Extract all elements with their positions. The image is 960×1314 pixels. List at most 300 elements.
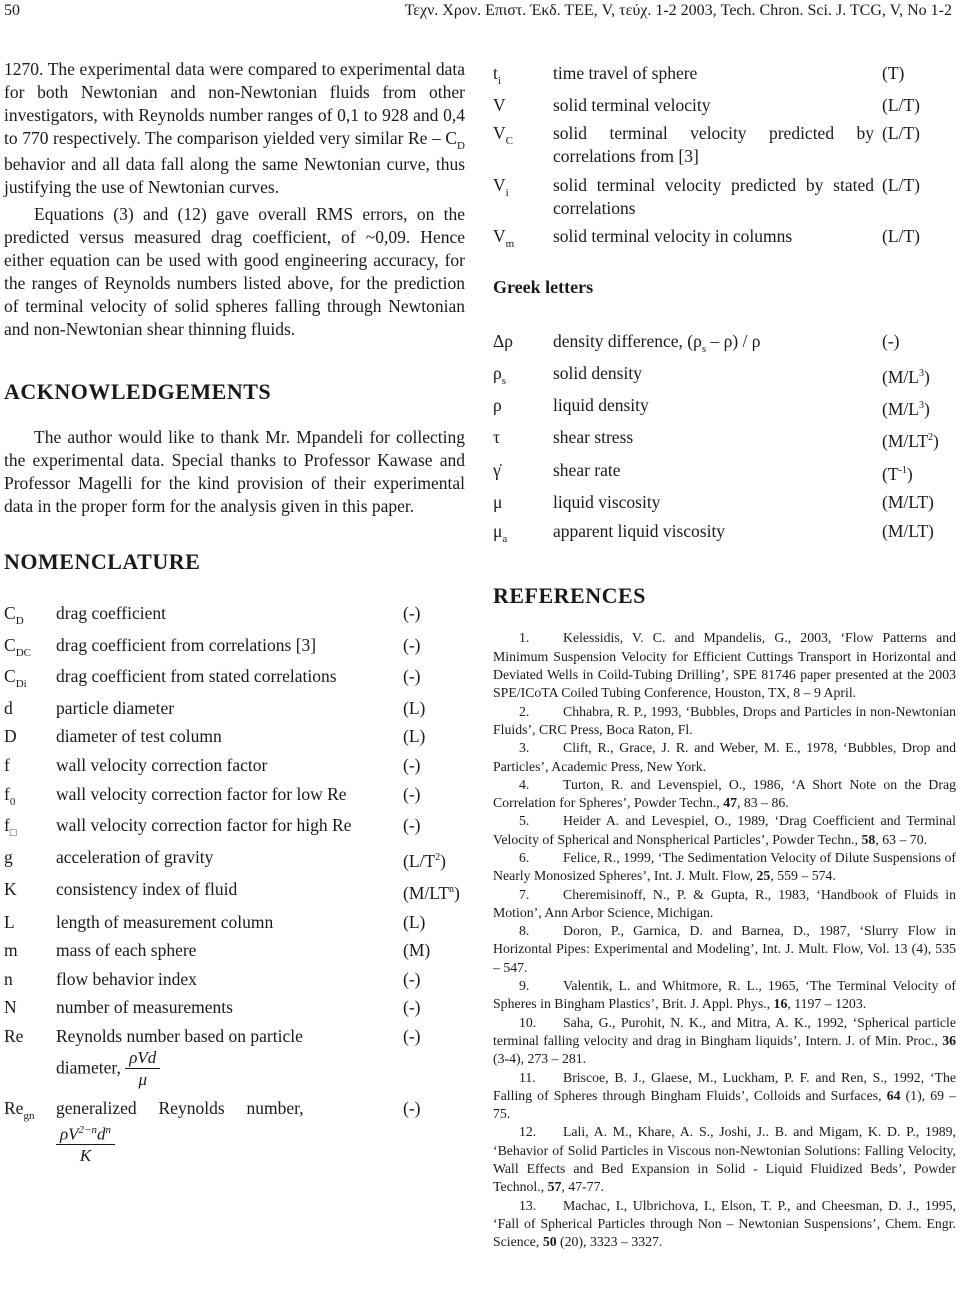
nomenclature-row xyxy=(4,665,465,697)
running-header: Τεχν. Χρον. Επιστ. Έκδ. ΤΕΕ, V, τεύχ. 1-2 2003, Tech. Chron. Sci. J. TCG, V, No 1-2 xyxy=(404,2,952,19)
unit xyxy=(403,634,465,666)
symbol xyxy=(4,783,56,815)
reference-number: 8. xyxy=(519,923,530,939)
unit xyxy=(403,725,465,754)
reference-text: , 1197 – 1203. xyxy=(787,996,867,1012)
unit xyxy=(403,939,465,968)
unit-text: (L) xyxy=(403,911,426,932)
description xyxy=(553,62,882,94)
reference-text: (20), 3323 – 3327. xyxy=(556,1234,663,1250)
unit-text: (L/T xyxy=(403,850,436,871)
unit xyxy=(882,520,956,552)
left-column xyxy=(4,58,465,1173)
description xyxy=(553,459,882,491)
unit-text: (L) xyxy=(403,726,426,747)
symbol-text: C xyxy=(4,666,16,687)
superscript: 3 xyxy=(918,367,924,379)
unit-text: (M/L xyxy=(882,398,919,419)
reference-item xyxy=(493,849,956,886)
description-text: solid terminal velocity xyxy=(553,94,711,115)
reference-text: Kelessidis, V. C. and Mpandelis, G., 2003, ‘Flow Patterns and Minimum Suspension Velocity for Efficient Cuttings Transport in Horizontal and Deviated Wells in Coild-Tubing Drilling’, SPE 81746 paper presented at the 2003 SPE/ICoTA Coiled Tubing Conference, Houston, TX, 8 – 9 April. xyxy=(493,630,956,701)
symbol-text: K xyxy=(4,879,17,900)
reference-volume: 16 xyxy=(773,996,788,1012)
reference-text: Chhabra, R. P., 1993, ‘Bubbles, Drops and Particles in non-Newtonian Fluids’, CRC Press, Boca Raton, Fl. xyxy=(493,703,956,737)
description xyxy=(56,996,403,1025)
reference-text: , 47-77. xyxy=(561,1179,604,1195)
nomenclature-table-continued xyxy=(493,62,956,257)
unit xyxy=(882,94,956,123)
symbol-text: D xyxy=(4,726,17,747)
description-text: – ρ) / ρ xyxy=(706,330,761,351)
unit-text: (-) xyxy=(403,997,421,1018)
unit-text: ) xyxy=(454,883,460,903)
reference-number: 13. xyxy=(519,1197,537,1213)
nomenclature-row xyxy=(4,783,465,815)
greek-letter-row xyxy=(493,394,956,426)
unit-text: (L/T) xyxy=(882,94,920,115)
description-text: liquid viscosity xyxy=(553,492,661,513)
unit xyxy=(882,426,956,458)
description-text: diameter of test column xyxy=(56,726,222,747)
unit: (-) xyxy=(403,1097,421,1118)
fraction-denominator: K xyxy=(79,1146,92,1166)
symbol xyxy=(493,174,553,226)
reference-volume: 50 xyxy=(542,1234,557,1250)
nomenclature-row xyxy=(493,62,956,94)
unit-text: (L/T) xyxy=(882,226,920,247)
reference-text: (3-4), 273 – 281. xyxy=(493,1051,587,1067)
reference-number: 6. xyxy=(519,850,530,865)
description-text: density difference, (ρ xyxy=(553,330,702,351)
subscript: gn xyxy=(23,1109,35,1122)
symbol-text: V xyxy=(493,174,506,195)
unit xyxy=(882,362,956,394)
nomenclature-heading: NOMENCLATURE xyxy=(4,549,201,574)
reference-item xyxy=(493,977,956,1014)
reference-text: (1), 69 – 75. xyxy=(493,1087,956,1122)
references-heading: REFERENCES xyxy=(493,583,646,609)
greek-letter-row xyxy=(493,330,956,362)
symbol xyxy=(4,846,56,878)
unit-text: (L/T) xyxy=(882,123,920,144)
subscript: □ xyxy=(9,827,17,840)
nomenclature-row xyxy=(4,754,465,783)
superscript: 2 xyxy=(928,432,934,444)
unit-text: (M) xyxy=(403,940,431,961)
unit xyxy=(403,783,465,815)
description-text: diameter, xyxy=(56,1057,121,1078)
subscript: 0 xyxy=(9,795,16,808)
symbol-text: d xyxy=(4,697,13,718)
subscript: D xyxy=(457,140,465,152)
symbol xyxy=(4,968,56,997)
nomenclature-row xyxy=(493,174,956,226)
unit-text: (-) xyxy=(403,634,421,655)
description-text: shear stress xyxy=(553,427,634,448)
unit-text: (-) xyxy=(403,603,421,623)
reference-item xyxy=(493,1197,956,1252)
description xyxy=(553,362,882,394)
description xyxy=(56,634,403,666)
body-paragraph-2: Equations (3) and (12) gave overall RMS errors, on the predicted versus measured drag coefficient, of ~0,09. Hence either equation can be used with good engineering accuracy, for the ranges of Reynolds numbers listed above, for the prediction of terminal velocity of solid spheres falling through Newtonian and non-Newtonian shear thinning fluids. xyxy=(4,204,465,339)
reference-item xyxy=(493,739,956,776)
description-text: solid terminal velocity predicted by stated correlations xyxy=(553,174,874,218)
reference-text: Valentik, L. and Whitmore, R. L., 1965, ‘The Terminal Velocity of Spheres in Bingham Plastics’, Brit. J. Appl. Phys., xyxy=(493,978,956,1012)
nomenclature-row-re xyxy=(4,1025,465,1097)
nomenclature-table xyxy=(4,602,465,1173)
symbol xyxy=(493,62,553,94)
unit xyxy=(882,491,956,520)
description xyxy=(56,814,403,846)
description-text: mass of each sphere xyxy=(56,940,197,961)
unit-text: (L/T) xyxy=(882,174,920,195)
unit xyxy=(403,846,465,878)
unit-text: (T) xyxy=(882,63,905,83)
symbol xyxy=(493,94,553,123)
reference-item xyxy=(493,776,956,813)
symbol-text: f xyxy=(4,815,10,836)
description-text: drag coefficient from correlations [3] xyxy=(56,634,317,655)
symbol xyxy=(4,878,56,910)
reference-text: Cheremisinoff, N., P. & Gupta, R., 1983, ‘Handbook of Fluids in Motion’, Ann Arbor Science, Michigan. xyxy=(493,886,956,920)
symbol xyxy=(493,394,553,426)
unit xyxy=(882,394,956,426)
nomenclature-row xyxy=(493,94,956,123)
symbol xyxy=(493,225,553,257)
reference-number: 4. xyxy=(519,776,530,792)
description xyxy=(553,122,882,174)
unit-text: (M/L xyxy=(882,366,919,387)
reference-volume: 58 xyxy=(861,831,876,847)
reference-number: 5. xyxy=(519,813,530,829)
symbol xyxy=(4,602,56,634)
description-text: solid terminal velocity predicted by correlations from [3] xyxy=(553,123,874,167)
reference-item xyxy=(493,1123,956,1196)
symbol-text: C xyxy=(4,603,16,623)
symbol-text: m xyxy=(4,940,18,961)
symbol-text: μ xyxy=(493,520,503,541)
symbol-text: f xyxy=(4,783,10,804)
symbol xyxy=(4,1097,56,1173)
unit xyxy=(403,754,465,783)
unit xyxy=(403,602,465,634)
description-text: drag coefficient xyxy=(56,603,166,623)
unit xyxy=(882,459,956,491)
nomenclature-row xyxy=(4,846,465,878)
symbol xyxy=(493,330,553,362)
superscript: 2 xyxy=(435,851,441,863)
body-text: behavior and all data fall along the same Newtonian curve, thus justifying the use of Newtonian curves. xyxy=(4,154,465,197)
symbol xyxy=(4,939,56,968)
unit: (-) xyxy=(403,1025,421,1046)
reference-item xyxy=(493,886,956,923)
unit xyxy=(882,122,956,174)
unit-text: (T xyxy=(882,463,899,484)
subscript: i xyxy=(505,186,509,199)
reference-volume: 36 xyxy=(942,1032,956,1048)
unit xyxy=(403,665,465,697)
symbol-text: V xyxy=(493,94,506,115)
description-text: drag coefficient from stated correlations xyxy=(56,666,337,687)
unit-text: (-) xyxy=(403,754,421,775)
description-text: liquid density xyxy=(553,394,649,415)
fraction-text: ρV xyxy=(60,1124,79,1144)
unit-text: (M/LT) xyxy=(882,492,934,513)
acknowledgements-heading: ACKNOWLEDGEMENTS xyxy=(4,379,272,404)
reference-text: , 83 – 86. xyxy=(737,795,789,811)
symbol xyxy=(4,814,56,846)
description-text: solid terminal velocity in columns xyxy=(553,226,793,247)
unit xyxy=(882,330,956,362)
unit-text: ) xyxy=(923,398,930,419)
description xyxy=(553,225,882,257)
nomenclature-row xyxy=(4,939,465,968)
description xyxy=(553,174,882,226)
symbol xyxy=(4,665,56,697)
unit xyxy=(403,814,465,846)
description xyxy=(553,520,882,552)
unit-text: (-) xyxy=(882,330,900,351)
reference-number: 10. xyxy=(519,1014,537,1030)
description xyxy=(56,939,403,968)
nomenclature-row xyxy=(4,996,465,1025)
description xyxy=(56,846,403,878)
nomenclature-row xyxy=(493,122,956,174)
unit-text: (-) xyxy=(403,783,421,804)
reference-item xyxy=(493,922,956,977)
reference-text: Felice, R., 1999, ‘The Sedimentation Velocity of Dilute Suspensions of Nearly Monosized Spheres’, Int. J. Mult. Flow, xyxy=(493,850,956,884)
subscript: C xyxy=(505,135,513,148)
subscript: m xyxy=(505,238,515,251)
reference-text: Machac, I., Ulbrichova, I., Elson, T. P., and Cheesman, D. J., 1995, ‘Fall of Spherical Particles through Non – Newtonian Suspensions’, Chem. Engr. Science, xyxy=(493,1197,956,1250)
subscript: s xyxy=(501,374,507,387)
greek-letters-heading: Greek letters xyxy=(493,276,594,297)
description-text: apparent liquid viscosity xyxy=(553,520,726,541)
symbol xyxy=(493,362,553,394)
description-text: shear rate xyxy=(553,459,621,480)
superscript: 2−n xyxy=(78,1123,97,1136)
symbol xyxy=(4,911,56,940)
reference-number: 3. xyxy=(519,740,530,756)
reference-text: Clift, R., Grace, J. R. and Weber, M. E., 1978, ‘Bubbles, Drop and Particles’, Academic Press, New York. xyxy=(493,740,956,774)
unit xyxy=(882,174,956,226)
nomenclature-row xyxy=(493,225,956,257)
subscript: a xyxy=(502,532,508,545)
symbol xyxy=(4,725,56,754)
superscript: -1 xyxy=(898,464,907,476)
subscript: DC xyxy=(15,646,31,659)
description-text: acceleration of gravity xyxy=(56,846,214,867)
symbol-text: ρ xyxy=(493,394,502,415)
description xyxy=(553,426,882,458)
description-text: wall velocity correction factor for low Re xyxy=(56,783,347,804)
greek-letter-row xyxy=(493,459,956,491)
fraction-denominator: μ xyxy=(138,1069,148,1089)
reference-item xyxy=(493,812,956,849)
symbol-text: V xyxy=(493,123,506,144)
unit-text: (M/LT xyxy=(882,431,929,452)
nomenclature-row xyxy=(4,725,465,754)
nomenclature-row xyxy=(4,697,465,726)
symbol xyxy=(493,459,553,491)
reference-number: 11. xyxy=(519,1069,536,1085)
fraction-numerator xyxy=(56,1120,115,1146)
unit-text: (M/LT xyxy=(403,883,450,903)
description xyxy=(56,968,403,997)
page-number: 50 xyxy=(4,2,20,19)
reference-text: , 63 – 70. xyxy=(875,831,928,847)
symbol-text: ρ xyxy=(493,362,502,383)
reference-text: Briscoe, B. J., Glaese, M., Luckham, P. F. and Ren, S., 1992, ‘The Falling of Spheres through Bingham Fluids’, Colloids and Surfaces, xyxy=(493,1069,956,1103)
description xyxy=(553,491,882,520)
unit xyxy=(403,878,465,910)
superscript: 3 xyxy=(918,399,924,411)
description xyxy=(56,878,403,910)
unit-text: ) xyxy=(906,463,913,484)
symbol xyxy=(4,697,56,726)
body-text: 1270. The experimental data were compared to experimental data for both Newtonian and non-Newtonian fluids from other investigators, with Reynolds number ranges of 0,1 to 928 and 0,4 to 770 respectively. The comparison yielded very similar Re – C xyxy=(4,59,465,148)
description xyxy=(56,1025,403,1097)
unit xyxy=(403,968,465,997)
unit-text: (-) xyxy=(403,666,421,687)
greek-letter-row xyxy=(493,362,956,394)
reference-volume: 25 xyxy=(756,868,771,884)
symbol-text: μ xyxy=(493,492,503,513)
unit-text: (-) xyxy=(403,815,421,836)
symbol-text: V xyxy=(493,226,506,247)
description xyxy=(553,94,882,123)
symbol-text: N xyxy=(4,997,17,1018)
symbol-text: C xyxy=(4,634,16,655)
greek-letters-table xyxy=(493,330,956,551)
nomenclature-row xyxy=(4,634,465,666)
description xyxy=(56,783,403,815)
greek-letter-row xyxy=(493,491,956,520)
unit xyxy=(403,911,465,940)
description-text: flow behavior index xyxy=(56,968,197,989)
subscript: Di xyxy=(15,678,27,691)
description-text: particle diameter xyxy=(56,697,175,718)
symbol-text: L xyxy=(4,911,15,932)
unit-text: ) xyxy=(933,431,939,452)
reference-text: Saha, G., Purohit, N. K., and Mitra, A. K., 1992, ‘Spherical particle terminal falling velocity and drag in Bingham liquids’, Intern. J. of Min. Proc., xyxy=(493,1014,956,1048)
description xyxy=(553,330,882,362)
unit-text: ) xyxy=(440,850,446,871)
unit xyxy=(882,62,956,94)
symbol xyxy=(493,426,553,458)
symbol xyxy=(493,122,553,174)
greek-letter-row xyxy=(493,426,956,458)
unit-text: (-) xyxy=(403,968,421,989)
unit-text: ) xyxy=(923,366,930,387)
description xyxy=(56,665,403,697)
reference-number: 2. xyxy=(519,703,530,719)
reference-volume: 64 xyxy=(886,1087,901,1103)
symbol xyxy=(493,520,553,552)
symbol-text: Δρ xyxy=(493,330,513,351)
nomenclature-row xyxy=(4,968,465,997)
unit-text: (L) xyxy=(403,697,426,718)
subscript: s xyxy=(701,342,707,355)
reference-item xyxy=(493,703,956,740)
description xyxy=(56,697,403,726)
reference-volume: 57 xyxy=(547,1179,562,1195)
description-text: number of measurements xyxy=(56,997,233,1018)
symbol-text: g xyxy=(4,846,13,867)
unit-text: (M/LT) xyxy=(882,520,934,541)
nomenclature-row xyxy=(4,602,465,634)
description xyxy=(56,602,403,634)
nomenclature-row xyxy=(4,878,465,910)
description-text: wall velocity correction factor xyxy=(56,754,268,775)
symbol xyxy=(4,996,56,1025)
reference-text: Doron, P., Garnica, D. and Barnea, D., 1987, ‘Slurry Flow in Horizontal Pipes: Experimental and Modeling’, Int. J. Mult. Flow, Vol. 13 (4), 535 – 547. xyxy=(493,923,956,975)
right-column xyxy=(493,62,956,1252)
description xyxy=(56,754,403,783)
description-text: length of measurement column xyxy=(56,911,274,932)
symbol xyxy=(4,634,56,666)
symbol-text: Re xyxy=(4,1097,24,1118)
nomenclature-row-regn xyxy=(4,1097,465,1173)
description-text: consistency index of fluid xyxy=(56,879,238,900)
acknowledgements-text: The author would like to thank Mr. Mpandeli for collecting the experimental data. Special thanks to Professor Kawase and Professor Magelli for the kind provision of their experimental data in the proper form for the analysis given in this paper. xyxy=(4,427,465,516)
subscript: D xyxy=(15,615,24,627)
nomenclature-row xyxy=(4,814,465,846)
reference-text: Lali, A. M., Khare, A. S., Joshi, J.. B. and Migam, K. D. P., 1989, ‘Behavior of Solid Particles in Viscous non-Newtonian Solutions: Falling Velocity, Wall Effects and Bed Expansion in Solid - Liquid Fluidized Beds’, Powder Technol., xyxy=(493,1124,956,1195)
reference-text: Heider A. and Levespiel, O., 1989, ‘Drag Coefficient and Terminal Velocity of Spherical and Nonspherical Particles’, Powder Techn., xyxy=(493,813,956,847)
description-text: time travel of sphere xyxy=(553,63,698,83)
superscript: n xyxy=(449,884,455,896)
references-list xyxy=(493,629,956,1251)
superscript: n xyxy=(105,1123,111,1136)
reynolds-fraction xyxy=(125,1048,160,1091)
reference-item xyxy=(493,1069,956,1124)
nomenclature-row xyxy=(4,911,465,940)
description-text: wall velocity correction factor for high Re xyxy=(56,815,352,836)
reference-text: , 559 – 574. xyxy=(770,868,836,884)
fraction-text: d xyxy=(96,1124,106,1144)
generalized-reynolds-fraction xyxy=(56,1120,115,1168)
description-text: Reynolds number based on particle xyxy=(56,1025,303,1046)
reference-item xyxy=(493,1014,956,1069)
symbol: Re xyxy=(4,1025,24,1046)
subscript: i xyxy=(497,75,501,87)
symbol-text: f xyxy=(4,754,10,775)
symbol-text: τ xyxy=(493,427,501,448)
description xyxy=(553,394,882,426)
body-paragraph-1 xyxy=(4,58,465,199)
reference-number: 12. xyxy=(519,1124,537,1140)
symbol xyxy=(4,754,56,783)
reference-number: 9. xyxy=(519,978,530,994)
description xyxy=(56,911,403,940)
symbol-text: γ̇ xyxy=(493,459,501,480)
unit xyxy=(882,225,956,257)
reference-number: 7. xyxy=(519,886,530,902)
description-text: generalized Reynolds number, xyxy=(56,1097,304,1118)
symbol-text: n xyxy=(4,968,13,989)
reference-item xyxy=(493,629,956,702)
fraction-numerator: ρVd xyxy=(125,1048,160,1069)
description-text: solid density xyxy=(553,362,642,383)
symbol-text: t xyxy=(493,63,498,83)
symbol xyxy=(493,491,553,520)
unit xyxy=(403,996,465,1025)
greek-letter-row xyxy=(493,520,956,552)
description xyxy=(56,725,403,754)
reference-text: Turton, R. and Levenspiel, O., 1986, ‘A Short Note on the Drag Correlation for Spheres’, Powder Techn., xyxy=(493,776,956,811)
description xyxy=(56,1097,403,1173)
